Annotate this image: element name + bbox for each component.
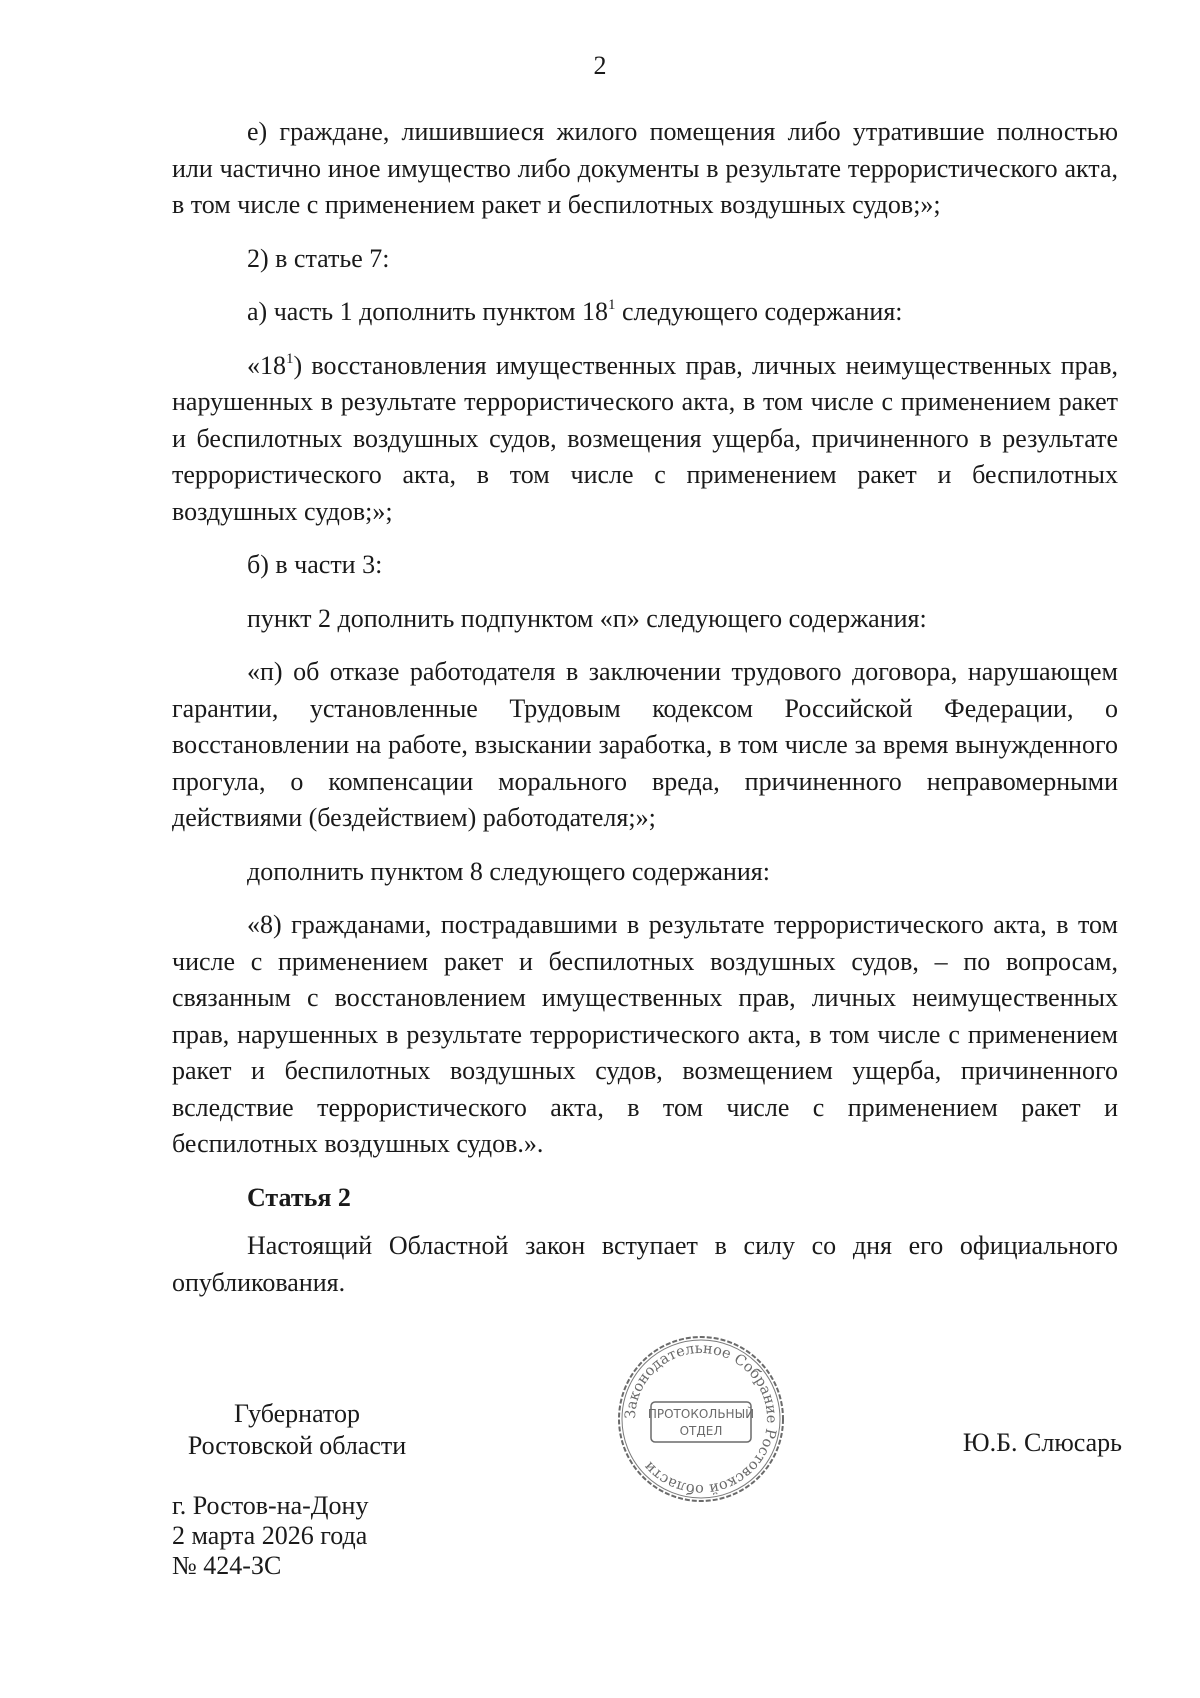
paragraph-article-7: 2) в статье 7: [247, 243, 390, 273]
stamp-ring-text: Законодательное Собрание Ростовской области [622, 1340, 780, 1498]
paragraph-item-8-amendment: дополнить пунктом 8 следующего содержания: [247, 856, 770, 886]
stamp-center-line: ОТДЕЛ [679, 1424, 723, 1438]
paragraph-text: ) восстановления имущественных прав, личных неимущественных прав, нарушенных в результате террористического акта, в том числе с применением ракет и беспилотных воздушных судов, возмещения ущерба, причиненного в результате террористического акта, в том числе с применением ракет и беспилотных воздушных судов;»; [172, 350, 1118, 526]
governor-title [172, 1398, 422, 1462]
signing-date: 2 марта 2026 года [172, 1521, 368, 1550]
governor-name: Ю.Б. Слюсарь [962, 1428, 1122, 1457]
paragraph-e-citizens: е) граждане, лишившиеся жилого помещения либо утратившие полностью или частично иное имущество либо документы в результате террористического акта, в том числе с применением ракет и беспилотных воздушных судов;»; [172, 117, 1118, 219]
law-number: № 424-ЗС [172, 1551, 282, 1580]
paragraph-text: а) часть 1 дополнить пунктом 18 [247, 297, 608, 326]
governor-title-line: Губернатор [234, 1399, 360, 1428]
superscript: 1 [286, 350, 294, 367]
paragraph-effective-date: Настоящий Областной закон вступает в силу со дня его официального опубликования. [172, 1231, 1118, 1297]
article-heading: Статья 2 [247, 1182, 351, 1212]
place-date-block [172, 1491, 368, 1581]
signing-city: г. Ростов-на-Дону [172, 1491, 369, 1520]
paragraph-part-1-amendment [172, 294, 1118, 331]
superscript: 1 [608, 297, 616, 313]
governor-title-line: Ростовской области [187, 1431, 407, 1460]
paragraph-subitem-p: «п) об отказе работодателя в заключении трудового договора, нарушающем гарантии, установленные Трудовым кодексом Российской Федерации, о восстановлении на работе, взыскании заработка, в том числе за время вынужденного прогула, о компенсации морального вреда, причиненного неправомерными действиями (бездействием) работодателя;»; [172, 657, 1118, 832]
stamp-graphic [616, 1334, 786, 1504]
document-body [172, 114, 1118, 1318]
paragraph-text: следующего содержания: [615, 297, 903, 326]
stamp-center-line: ПРОТОКОЛЬНЫЙ [647, 1407, 755, 1421]
page-number: 2 [593, 51, 607, 80]
paragraph-item-2-amendment: пункт 2 дополнить подпунктом «п» следующего содержания: [247, 603, 927, 633]
official-stamp [616, 1334, 786, 1504]
paragraph-item-8: «8) гражданами, пострадавшими в результате террористического акта, в том числе с применением ракет и беспилотных воздушных судов, – по вопросам, связанным с восстановлением имущественных прав, личных неимущественных прав, нарушенных в результате террористического акта, в том числе с применением ракет и беспилотных воздушных судов, возмещением ущерба, причиненного вследствие террористического акта, в том числе с применением ракет и беспилотных воздушных судов.». [172, 910, 1118, 1158]
paragraph-item-18-1 [172, 348, 1118, 531]
paragraph-part-3: б) в части 3: [247, 550, 383, 579]
paragraph-text: «18 [247, 350, 286, 380]
